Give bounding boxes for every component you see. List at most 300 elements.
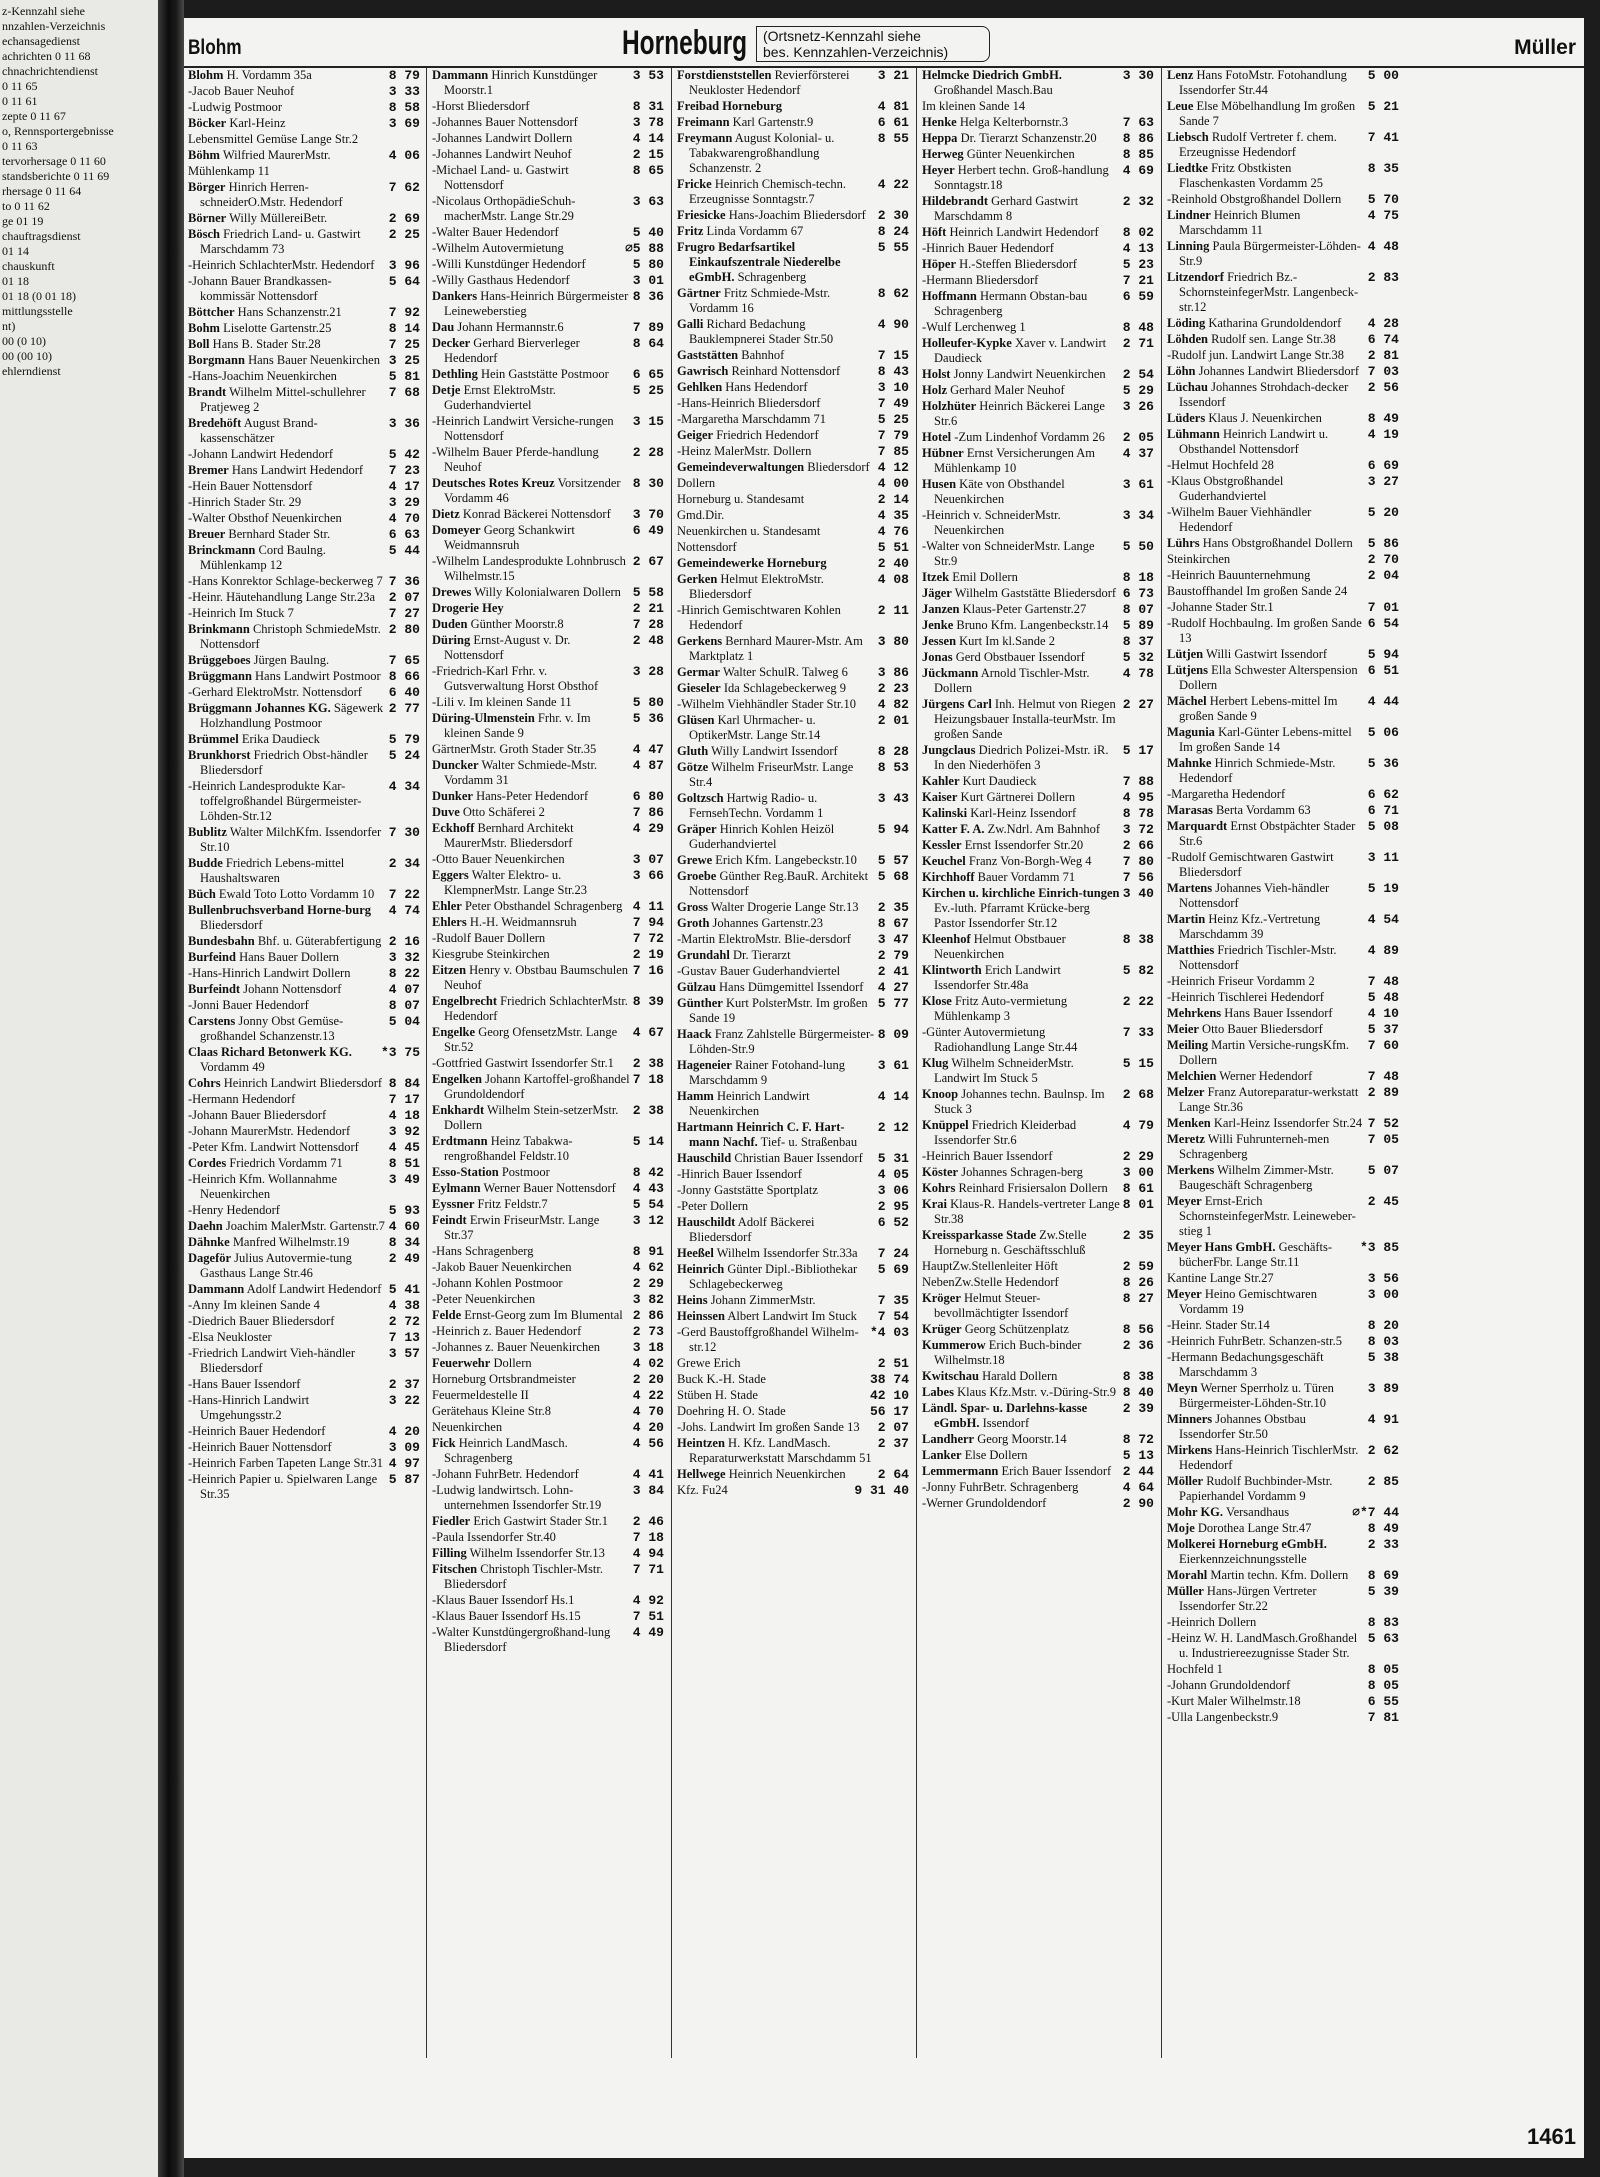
entry-details: Hinrich Kohlen Heizöl Guderhandviertel bbox=[689, 822, 835, 851]
entry-details: -Paula Issendorfer Str.40 bbox=[432, 1530, 556, 1544]
directory-entry bbox=[1167, 458, 1399, 473]
phone-number: 7 51 bbox=[632, 1609, 664, 1624]
entry-name: Gieseler bbox=[677, 681, 721, 695]
entry-name: Melchien bbox=[1167, 1069, 1217, 1083]
phone-number: 6 69 bbox=[1367, 458, 1399, 473]
page-header bbox=[184, 18, 1584, 68]
entry-name: Kaiser bbox=[922, 790, 958, 804]
phone-number: 4 45 bbox=[388, 1140, 420, 1155]
entry-details: Ernst-August v. Dr. Nottensdorf bbox=[444, 633, 571, 662]
entry-details: Hans-Joachim Bliedersdorf bbox=[728, 208, 866, 222]
entry-details: Bernhard Architekt MaurerMstr. Bliedersdorf bbox=[444, 821, 574, 850]
entry-details: Hinrich Herren-schneiderO.Mstr. Hedendorf bbox=[200, 180, 343, 209]
directory-entry bbox=[1167, 1537, 1399, 1567]
page-title: Horneburg bbox=[622, 24, 748, 62]
directory-entry bbox=[922, 932, 1154, 962]
directory-entry bbox=[188, 590, 420, 605]
directory-entry bbox=[677, 412, 909, 427]
phone-number: 5 08 bbox=[1367, 819, 1399, 834]
entry-details: -Friedrich-Karl Frhr. v. Gutsverwaltung Horst Obsthof bbox=[432, 664, 599, 693]
entry-details: Liselotte Gartenstr.25 bbox=[223, 321, 332, 335]
phone-number: 2 32 bbox=[1122, 194, 1154, 209]
directory-entry bbox=[188, 543, 420, 573]
entry-name: Kreissparkasse Stade bbox=[922, 1228, 1037, 1242]
entry-details: GärtnerMstr. Groth Stader Str.35 bbox=[432, 742, 597, 756]
entry-details: Tief- u. Straßenbau bbox=[760, 1135, 858, 1149]
entry-name: Marasas bbox=[1167, 803, 1213, 817]
entry-details: Manfred Wilhelmstr.19 bbox=[232, 1235, 350, 1249]
entry-details: Wilfried MaurerMstr. bbox=[222, 148, 331, 162]
phone-number: 7 16 bbox=[632, 963, 664, 978]
phone-number: 4 07 bbox=[388, 982, 420, 997]
directory-entry bbox=[922, 602, 1154, 617]
phone-number: 4 81 bbox=[877, 99, 909, 114]
entry-name: Löding bbox=[1167, 316, 1206, 330]
directory-column-5 bbox=[1167, 68, 1399, 1726]
directory-entry bbox=[1167, 974, 1399, 989]
entry-details: Bliedersdorf bbox=[200, 918, 263, 932]
phone-number: 3 53 bbox=[632, 68, 664, 83]
entry-details: Georg Schankwirt Weidmannsruh bbox=[444, 523, 575, 552]
directory-entry bbox=[188, 132, 420, 147]
entry-details: Großhandel Masch.Bau bbox=[934, 83, 1053, 97]
directory-entry bbox=[188, 982, 420, 997]
directory-entry bbox=[432, 947, 664, 962]
phone-number: 4 20 bbox=[632, 1420, 664, 1435]
phone-number: 3 82 bbox=[632, 1292, 664, 1307]
entry-details: -Heinrich Bauer Hedendorf bbox=[188, 1424, 326, 1438]
directory-entry bbox=[922, 1385, 1154, 1400]
entry-details: -Gerhard ElektroMstr. Nottensdorf bbox=[188, 685, 362, 699]
entry-name: Lemmermann bbox=[922, 1464, 999, 1478]
phone-number: 4 64 bbox=[1122, 1480, 1154, 1495]
entry-details: Linda Vordamm 67 bbox=[706, 224, 804, 238]
entry-details: Friedrich Lebens-mittel Haushaltswaren bbox=[200, 856, 345, 885]
entry-details: Willi Gastwirt Issendorf bbox=[1206, 647, 1328, 661]
directory-entry bbox=[432, 1056, 664, 1071]
phone-number: 2 37 bbox=[388, 1377, 420, 1392]
phone-number: 3 32 bbox=[388, 950, 420, 965]
entry-details: Xaver v. Landwirt Daudieck bbox=[934, 336, 1107, 365]
entry-details: Gerätehaus Kleine Str.8 bbox=[432, 1404, 552, 1418]
entry-name: Dunker bbox=[432, 789, 473, 803]
directory-entry bbox=[1167, 600, 1399, 615]
directory-entry bbox=[1167, 192, 1399, 207]
phone-number: 8 79 bbox=[388, 68, 420, 83]
book-gutter bbox=[158, 0, 184, 2177]
directory-entry bbox=[922, 963, 1154, 993]
directory-entry bbox=[1167, 1710, 1399, 1725]
entry-name: Meyer Hans GmbH. bbox=[1167, 1240, 1276, 1254]
entry-details: Johannes techn. Baulnsp. Im Stuck 3 bbox=[934, 1087, 1105, 1116]
directory-entry bbox=[188, 1377, 420, 1392]
entry-name: Löhn bbox=[1167, 364, 1196, 378]
phone-number: 4 06 bbox=[388, 148, 420, 163]
entry-details: -Günter Autovermietung Radiohandlung Lange Str.44 bbox=[922, 1025, 1078, 1054]
phone-number: 7 52 bbox=[1367, 1116, 1399, 1131]
directory-entry bbox=[922, 446, 1154, 476]
phone-number: 2 81 bbox=[1367, 348, 1399, 363]
entry-details: Johann Kartoffel-großhandel Grundoldendorf bbox=[444, 1072, 630, 1101]
entry-name: Hamm bbox=[677, 1089, 714, 1103]
phone-number: ⌀5 88 bbox=[624, 241, 664, 256]
directory-entry bbox=[1167, 1038, 1399, 1068]
entry-name: Brüggeboes bbox=[188, 653, 251, 667]
directory-entry bbox=[677, 681, 909, 696]
entry-name: Dähnke bbox=[188, 1235, 230, 1249]
phone-number: 8 58 bbox=[388, 100, 420, 115]
directory-entry bbox=[432, 1436, 664, 1466]
entry-details: Karl Uhrmacher- u. OptikerMstr. Lange Str.14 bbox=[689, 713, 821, 742]
previous-page-line: 01 14 bbox=[2, 244, 29, 258]
directory-entry bbox=[1167, 427, 1399, 457]
directory-entry bbox=[677, 1420, 909, 1435]
directory-entry bbox=[188, 164, 420, 179]
entry-name: Jäger bbox=[922, 586, 952, 600]
phone-number: 5 32 bbox=[1122, 650, 1154, 665]
phone-number: 38 74 bbox=[869, 1372, 909, 1387]
entry-details: Julius Autovermie-tung Gasthaus Lange Str.46 bbox=[200, 1251, 352, 1280]
entry-details: Johann Hermannstr.6 bbox=[457, 320, 564, 334]
entry-details: -Werner Grundoldendorf bbox=[922, 1496, 1047, 1510]
entry-details: Hans-Heinrich TischlerMstr. Hedendorf bbox=[1179, 1443, 1359, 1472]
phone-number: 8 02 bbox=[1122, 225, 1154, 240]
entry-name: Freimann bbox=[677, 115, 730, 129]
phone-number: 4 47 bbox=[632, 742, 664, 757]
phone-number: 5 58 bbox=[632, 585, 664, 600]
entry-details: Werner Sperrholz u. Türen Bürgermeister-Löhden-Str.10 bbox=[1179, 1381, 1334, 1410]
entry-details: HauptZw.Stellenleiter Höft bbox=[922, 1259, 1058, 1273]
entry-details: -Heinrich Im Stuck 7 bbox=[188, 606, 294, 620]
phone-number: 8 65 bbox=[632, 163, 664, 178]
phone-number: 7 81 bbox=[1367, 1710, 1399, 1725]
previous-page-line: mittlungsstelle bbox=[2, 304, 73, 318]
phone-number: 6 62 bbox=[1367, 787, 1399, 802]
entry-details: Georg Moorstr.14 bbox=[977, 1432, 1067, 1446]
phone-number: 5 79 bbox=[388, 732, 420, 747]
entry-details: Herbert techn. Groß-handlung Sonntagstr.18 bbox=[934, 163, 1109, 192]
entry-details: Georg OfensetzMstr. Lange Str.52 bbox=[444, 1025, 618, 1054]
phone-number: 5 42 bbox=[388, 447, 420, 462]
entry-details: Frhr. v. Im kleinen Sande 9 bbox=[444, 711, 591, 740]
directory-entry bbox=[922, 273, 1154, 288]
phone-number: 8 24 bbox=[877, 224, 909, 239]
phone-number: 4 28 bbox=[1367, 316, 1399, 331]
entry-name: Gerkens bbox=[677, 634, 723, 648]
phone-number: 5 57 bbox=[877, 853, 909, 868]
directory-entry bbox=[922, 743, 1154, 773]
entry-name: Bösch bbox=[188, 227, 220, 241]
entry-details: Hans FotoMstr. Fotohandlung Issendorfer Str.44 bbox=[1179, 68, 1347, 97]
column-divider bbox=[426, 68, 427, 2058]
entry-details: Ewald Toto Lotto Vordamm 10 bbox=[218, 887, 375, 901]
directory-entry bbox=[677, 317, 909, 347]
phone-number: 5 64 bbox=[388, 274, 420, 289]
phone-number: 4 10 bbox=[1367, 1006, 1399, 1021]
phone-number: 2 70 bbox=[1367, 552, 1399, 567]
entry-name: Meyn bbox=[1167, 1381, 1198, 1395]
directory-entry bbox=[188, 148, 420, 163]
phone-number: 7 79 bbox=[877, 428, 909, 443]
directory-entry bbox=[432, 789, 664, 804]
entry-details: Klaus-Peter Gartenstr.27 bbox=[962, 602, 1087, 616]
entry-name: Lüchau bbox=[1167, 380, 1208, 394]
header-center bbox=[622, 24, 990, 63]
directory-entry bbox=[677, 916, 909, 931]
phone-number: 7 03 bbox=[1367, 364, 1399, 379]
directory-entry bbox=[432, 821, 664, 851]
entry-details: Hans Dümgemittel Issendorf bbox=[719, 980, 864, 994]
directory-entry bbox=[188, 1219, 420, 1234]
entry-details: -Gustav Bauer Guderhandviertel bbox=[677, 964, 841, 978]
entry-details: -Wulf Lerchenweg 1 bbox=[922, 320, 1026, 334]
phone-number: 5 69 bbox=[877, 1262, 909, 1277]
entry-name: Glüsen bbox=[677, 713, 715, 727]
directory-entry bbox=[1167, 1568, 1399, 1583]
directory-entry bbox=[677, 1467, 909, 1482]
entry-details: -Lili v. Im kleinen Sande 11 bbox=[432, 695, 572, 709]
directory-entry bbox=[432, 1530, 664, 1545]
directory-entry bbox=[677, 380, 909, 395]
entry-name: Lührs bbox=[1167, 536, 1200, 550]
directory-entry bbox=[432, 257, 664, 272]
entry-details: Joachim MalerMstr. Gartenstr.7 bbox=[225, 1219, 385, 1233]
directory-entry bbox=[922, 854, 1154, 869]
page-number: 1461 bbox=[1527, 2124, 1576, 2149]
phone-number: 5 41 bbox=[388, 1282, 420, 1297]
directory-entry bbox=[1167, 1350, 1399, 1380]
entry-details: -Rudolf Gemischtwaren Gastwirt Bliedersdorf bbox=[1167, 850, 1334, 879]
directory-entry bbox=[1167, 1318, 1399, 1333]
phone-number: 3 36 bbox=[388, 416, 420, 431]
entry-name: Linning bbox=[1167, 239, 1210, 253]
phone-number: 2 11 bbox=[877, 603, 909, 618]
entry-name: Leue bbox=[1167, 99, 1194, 113]
directory-entry bbox=[677, 476, 909, 491]
phone-number: 5 21 bbox=[1367, 99, 1399, 114]
directory-entry bbox=[1167, 990, 1399, 1005]
previous-page-line: achrichten 0 11 68 bbox=[2, 49, 91, 63]
phone-number: 7 85 bbox=[877, 444, 909, 459]
phone-number: 8 18 bbox=[1122, 570, 1154, 585]
directory-entry bbox=[432, 1181, 664, 1196]
entry-name: Krüger bbox=[922, 1322, 962, 1336]
entry-name: Heyer bbox=[922, 163, 955, 177]
entry-details: NebenZw.Stelle Hedendorf bbox=[922, 1275, 1059, 1289]
phone-number: 3 09 bbox=[388, 1440, 420, 1455]
directory-entry bbox=[188, 701, 420, 731]
directory-entry bbox=[922, 1118, 1154, 1148]
entry-name: Höper bbox=[922, 257, 957, 271]
directory-entry bbox=[1167, 1132, 1399, 1162]
directory-entry bbox=[1167, 474, 1399, 504]
directory-entry bbox=[188, 353, 420, 368]
directory-entry bbox=[188, 1314, 420, 1329]
directory-entry bbox=[1167, 663, 1399, 693]
phone-number: 4 91 bbox=[1367, 1412, 1399, 1427]
entry-details: Heinrich Landwirt Neuenkirchen bbox=[689, 1089, 810, 1118]
entry-name: Holleufer-Kypke bbox=[922, 336, 1012, 350]
directory-entry bbox=[1167, 1443, 1399, 1473]
phone-number: 5 80 bbox=[632, 695, 664, 710]
entry-name: Budde bbox=[188, 856, 223, 870]
phone-number: 3 40 bbox=[1122, 886, 1154, 901]
directory-entry bbox=[677, 1293, 909, 1308]
entry-name: Gluth bbox=[677, 744, 709, 758]
entry-details: Karl-Heinz Issendorfer Str.24 bbox=[1213, 1116, 1363, 1130]
entry-details: -Kurt Maler Wilhelmstr.18 bbox=[1167, 1694, 1301, 1708]
directory-entry bbox=[188, 1282, 420, 1297]
entry-details: -Diedrich Bauer Bliedersdorf bbox=[188, 1314, 335, 1328]
directory-entry bbox=[432, 868, 664, 898]
phone-number: 4 90 bbox=[877, 317, 909, 332]
entry-name: Katter F. A. bbox=[922, 822, 985, 836]
phone-number: 8 85 bbox=[1122, 147, 1154, 162]
directory-entry bbox=[922, 1149, 1154, 1164]
directory-entry bbox=[188, 574, 420, 589]
phone-number: 4 11 bbox=[632, 899, 664, 914]
phone-number: 8 38 bbox=[1122, 1369, 1154, 1384]
entry-name: Hartmann Heinrich C. F. Hart-mann Nachf. bbox=[677, 1120, 845, 1149]
entry-name: Duve bbox=[432, 805, 460, 819]
phone-number: 3 34 bbox=[1122, 508, 1154, 523]
entry-details: Erwin FriseurMstr. Lange Str.37 bbox=[444, 1213, 600, 1242]
phone-number: 7 71 bbox=[632, 1562, 664, 1577]
directory-entry bbox=[188, 732, 420, 747]
directory-entry bbox=[1167, 68, 1399, 98]
entry-name: Freibad Horneburg bbox=[677, 99, 782, 113]
entry-details: Heinrich Landwirt u. Obsthandel Nottensdorf bbox=[1179, 427, 1329, 456]
entry-details: Gerhard Maler Neuhof bbox=[950, 383, 1065, 397]
directory-entry bbox=[922, 1291, 1154, 1321]
phone-number: 8 53 bbox=[877, 760, 909, 775]
directory-entry bbox=[922, 1181, 1154, 1196]
entry-details: Friedrich Land- u. Gastwirt Marschdamm 73 bbox=[200, 227, 361, 256]
entry-details: H. Vordamm 35a bbox=[226, 68, 312, 82]
phone-number: 4 44 bbox=[1367, 694, 1399, 709]
entry-name: Ländl. Spar- u. Darlehns-kasse eGmbH. bbox=[922, 1401, 1088, 1430]
phone-number: 3 72 bbox=[1122, 822, 1154, 837]
phone-number: 2 01 bbox=[877, 713, 909, 728]
entry-name: Düring bbox=[432, 633, 471, 647]
entry-name: Gemeindeverwaltungen bbox=[677, 460, 805, 474]
phone-number: 3 84 bbox=[632, 1483, 664, 1498]
header-note bbox=[756, 26, 990, 62]
entry-name: Müller bbox=[1167, 1584, 1204, 1598]
phone-number: 3 18 bbox=[632, 1340, 664, 1355]
directory-entry bbox=[432, 633, 664, 663]
directory-entry bbox=[1167, 130, 1399, 160]
entry-name: Lindner bbox=[1167, 208, 1211, 222]
entry-details: Friedrich Tischler-Mstr. Nottensdorf bbox=[1179, 943, 1337, 972]
entry-details: Reinhard Frisiersalon Dollern bbox=[958, 1181, 1108, 1195]
directory-entry bbox=[188, 1440, 420, 1455]
directory-entry bbox=[677, 1309, 909, 1324]
entry-name: Esso-Station bbox=[432, 1165, 499, 1179]
entry-details: Fritz Feldstr.7 bbox=[477, 1197, 548, 1211]
entry-details: -Hans-Hinrich Landwirt Dollern bbox=[188, 966, 351, 980]
entry-details: Werner Bauer Nottensdorf bbox=[483, 1181, 616, 1195]
entry-details: Johannes Obstbau Issendorfer Str.50 bbox=[1179, 1412, 1306, 1441]
entry-details: -Heinr. Stader Str.14 bbox=[1167, 1318, 1270, 1332]
phone-number: 7 01 bbox=[1367, 600, 1399, 615]
phone-number: 3 92 bbox=[388, 1124, 420, 1139]
phone-number: 3 33 bbox=[388, 84, 420, 99]
directory-entry bbox=[432, 383, 664, 413]
entry-details: -Hermann Hedendorf bbox=[188, 1092, 296, 1106]
directory-entry bbox=[188, 903, 420, 933]
directory-entry bbox=[188, 1424, 420, 1439]
entry-name: Grundahl bbox=[677, 948, 730, 962]
entry-name: Labes bbox=[922, 1385, 954, 1399]
entry-name: Brüggmann bbox=[188, 669, 252, 683]
directory-entry bbox=[922, 1480, 1154, 1495]
directory-entry bbox=[677, 524, 909, 539]
entry-name: Engelke bbox=[432, 1025, 476, 1039]
entry-details: Otto Schäferei 2 bbox=[462, 805, 545, 819]
directory-entry bbox=[432, 273, 664, 288]
entry-details: Johannes Landwirt Bliedersdorf bbox=[1198, 364, 1360, 378]
entry-name: Martin bbox=[1167, 912, 1206, 926]
entry-details: Ev.-luth. Pfarramt Krücke-berg Pastor Issendorfer Str.12 bbox=[934, 901, 1090, 930]
phone-number: 3 61 bbox=[877, 1058, 909, 1073]
directory-entry bbox=[188, 369, 420, 384]
entry-details: August Brand-kassenschätzer bbox=[200, 416, 318, 445]
entry-details: Wilhelm Mittel-schullehrer Pratjeweg 2 bbox=[200, 385, 366, 414]
directory-entry bbox=[677, 396, 909, 411]
phone-number: 3 00 bbox=[1122, 1165, 1154, 1180]
phone-number: 8 07 bbox=[1122, 602, 1154, 617]
entry-details: -Wilhelm Autovermietung bbox=[432, 241, 564, 255]
column-divider bbox=[671, 68, 672, 2058]
directory-entry bbox=[188, 1014, 420, 1044]
phone-number: 2 38 bbox=[632, 1056, 664, 1071]
directory-entry bbox=[432, 336, 664, 366]
directory-entry bbox=[922, 790, 1154, 805]
phone-number: 8 07 bbox=[388, 998, 420, 1013]
directory-entry bbox=[188, 227, 420, 257]
entry-details: Johannes Vieh-händler Nottensdorf bbox=[1179, 881, 1330, 910]
entry-details: -Rudolf Hochbaulng. Im großen Sande 13 bbox=[1167, 616, 1362, 645]
phone-number: 5 94 bbox=[1367, 647, 1399, 662]
entry-name: Büch bbox=[188, 887, 216, 901]
entry-details: -Johann MaurerMstr. Hedendorf bbox=[188, 1124, 351, 1138]
directory-entry bbox=[1167, 850, 1399, 880]
directory-entry bbox=[432, 241, 664, 256]
phone-number: 6 73 bbox=[1122, 586, 1154, 601]
phone-number: 2 36 bbox=[1122, 1338, 1154, 1353]
directory-entry bbox=[188, 669, 420, 684]
directory-entry bbox=[677, 68, 909, 98]
phone-number: 2 12 bbox=[877, 1120, 909, 1135]
directory-entry bbox=[1167, 1631, 1399, 1661]
directory-entry bbox=[922, 1025, 1154, 1055]
directory-entry bbox=[188, 856, 420, 886]
phone-number: 7 56 bbox=[1122, 870, 1154, 885]
phone-number: 7 94 bbox=[632, 915, 664, 930]
entry-details: -Wilhelm Bauer Pferde-handlung Neuhof bbox=[432, 445, 599, 474]
entry-name: Mahnke bbox=[1167, 756, 1212, 770]
entry-name: Heinrich bbox=[677, 1262, 725, 1276]
entry-details: Rudolf Buchbinder-Mstr. Papierhandel Vordamm 9 bbox=[1179, 1474, 1333, 1503]
directory-entry bbox=[432, 1483, 664, 1513]
entry-details: H.-H. Weidmannsruh bbox=[469, 915, 577, 929]
entry-details: Lebensmittel Gemüse Lange Str.2 bbox=[188, 132, 359, 146]
entry-details: Albert Landwirt Im Stuck bbox=[727, 1309, 857, 1323]
entry-name: Lüders bbox=[1167, 411, 1206, 425]
phone-number: 7 36 bbox=[388, 574, 420, 589]
phone-number: 2 05 bbox=[1122, 430, 1154, 445]
